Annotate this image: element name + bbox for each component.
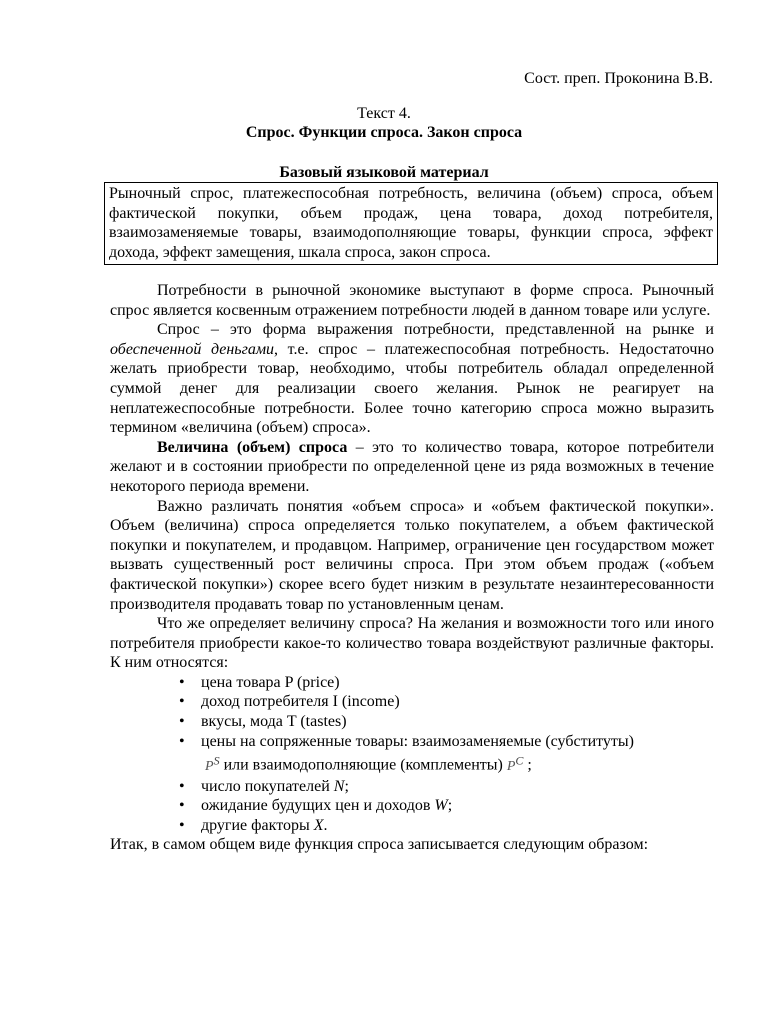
paragraph-2-start: Спрос – это форма выражения потребности, представленной на рынке и [157, 321, 714, 339]
factor-other: другие факторы [201, 816, 314, 834]
text-number: Текст 4. [357, 105, 411, 122]
factor-related-goods: цены на сопряженные товары: взаимозаменяемые (субституты) [201, 732, 634, 750]
punctuation: ; [344, 777, 349, 795]
factor-price: цена товара P (price) [201, 673, 340, 691]
bullet-icon: • [179, 777, 185, 795]
factor-buyers: число покупателей [201, 777, 334, 795]
paragraph-1: Потребности в рыночной экономике выступают в форме спроса. Рыночный спрос является косвенным отражением потребности людей в данном товаре или услуге. [110, 282, 714, 319]
price-letter: P [506, 758, 516, 774]
price-letter: P [205, 758, 214, 774]
section-title: Базовый языковой материал [279, 164, 489, 181]
factors-list [110, 673, 714, 835]
conclusion-paragraph: Итак, в самом общем виде функция спроса записывается следующим образом: [110, 836, 649, 854]
vocabulary-box: Рыночный спрос, платежеспособная потребность, величина (объем) спроса, объем фактической покупки, объем продаж, цена товара, доход потребителя, взаимозаменяемые товары, взаимодополняющие товары, функции спроса, эффект дохода, эффект замещения, шкала спроса, закон спроса. [104, 182, 718, 265]
paragraph-2-italic: обеспеченной деньгами [110, 340, 275, 358]
substitute-price-symbol [205, 753, 220, 774]
paragraph-3-term: Величина (объем) спроса [157, 438, 348, 456]
bullet-icon: • [179, 713, 185, 731]
punctuation: . [323, 816, 328, 834]
factor-income: доход потребителя I (income) [201, 693, 400, 711]
paragraph-2 [110, 320, 714, 438]
list-item [179, 712, 714, 732]
factor-tastes: вкусы, мода T (tastes) [201, 713, 347, 731]
bullet-icon: • [179, 732, 185, 750]
factor-expectations: ожидание будущих цен и доходов [201, 797, 435, 815]
factor-end: ; [523, 756, 532, 774]
punctuation: ; [447, 797, 453, 815]
bullet-icon: • [179, 797, 185, 815]
paragraph-3-rest: – это то количество товара, которое потребители желают и в состоянии приобрести по определенной цене из ряда возможных в течение некоторого периода времени. [110, 438, 714, 495]
list-item [179, 673, 714, 693]
substitute-superscript: S [213, 753, 220, 768]
factor-complements-text: или взаимодополняющие (комплементы) [219, 756, 507, 774]
bullet-icon: • [179, 693, 185, 711]
other-variable: X [313, 816, 324, 834]
author-line: Сост. преп. Проконина В.В. [524, 70, 713, 87]
list-item [179, 777, 714, 797]
list-item [179, 796, 714, 816]
bullet-icon: • [179, 673, 185, 691]
buyers-variable: N [333, 777, 345, 795]
complement-superscript: C [515, 753, 524, 768]
expectations-variable: W [434, 797, 448, 815]
bullet-icon: • [179, 816, 185, 834]
body-text [110, 281, 714, 855]
list-item [179, 816, 714, 836]
complement-price-symbol [506, 753, 524, 774]
list-item [179, 732, 714, 777]
paragraph-5: Что же определяет величину спроса? На желания и возможности того или иного потребителя приобрести какое-то количество товара воздействуют различные факторы. К ним относятся: [110, 615, 714, 672]
paragraph-3 [110, 438, 714, 497]
paragraph-4: Важно различать понятия «объем спроса» и «объем фактической покупки». Объем (величина) спроса определяется только покупателем, а объем фактической покупки и покупателем, и продавцом. Например, ограничение цен государством может вызвать существенный рост величины спроса. При этом объем продаж («объем фактической покупки») скорее всего будет низким в результате незаинтересованности производителя продавать товар по установленным ценам. [110, 497, 714, 613]
paragraph-2-end: , т.е. спрос – платежеспособная потребность. Недостаточно желать приобрести товар, необходимо, чтобы потребитель обладал определенной суммой денег для реализации своего желания. Рынок не реагирует на неплатежеспособные потребности. Более точно категорию спроса можно выразить термином «величина (объем) спроса». [110, 340, 714, 437]
document-title: Спрос. Функции спроса. Закон спроса [245, 124, 523, 141]
list-item [179, 692, 714, 712]
